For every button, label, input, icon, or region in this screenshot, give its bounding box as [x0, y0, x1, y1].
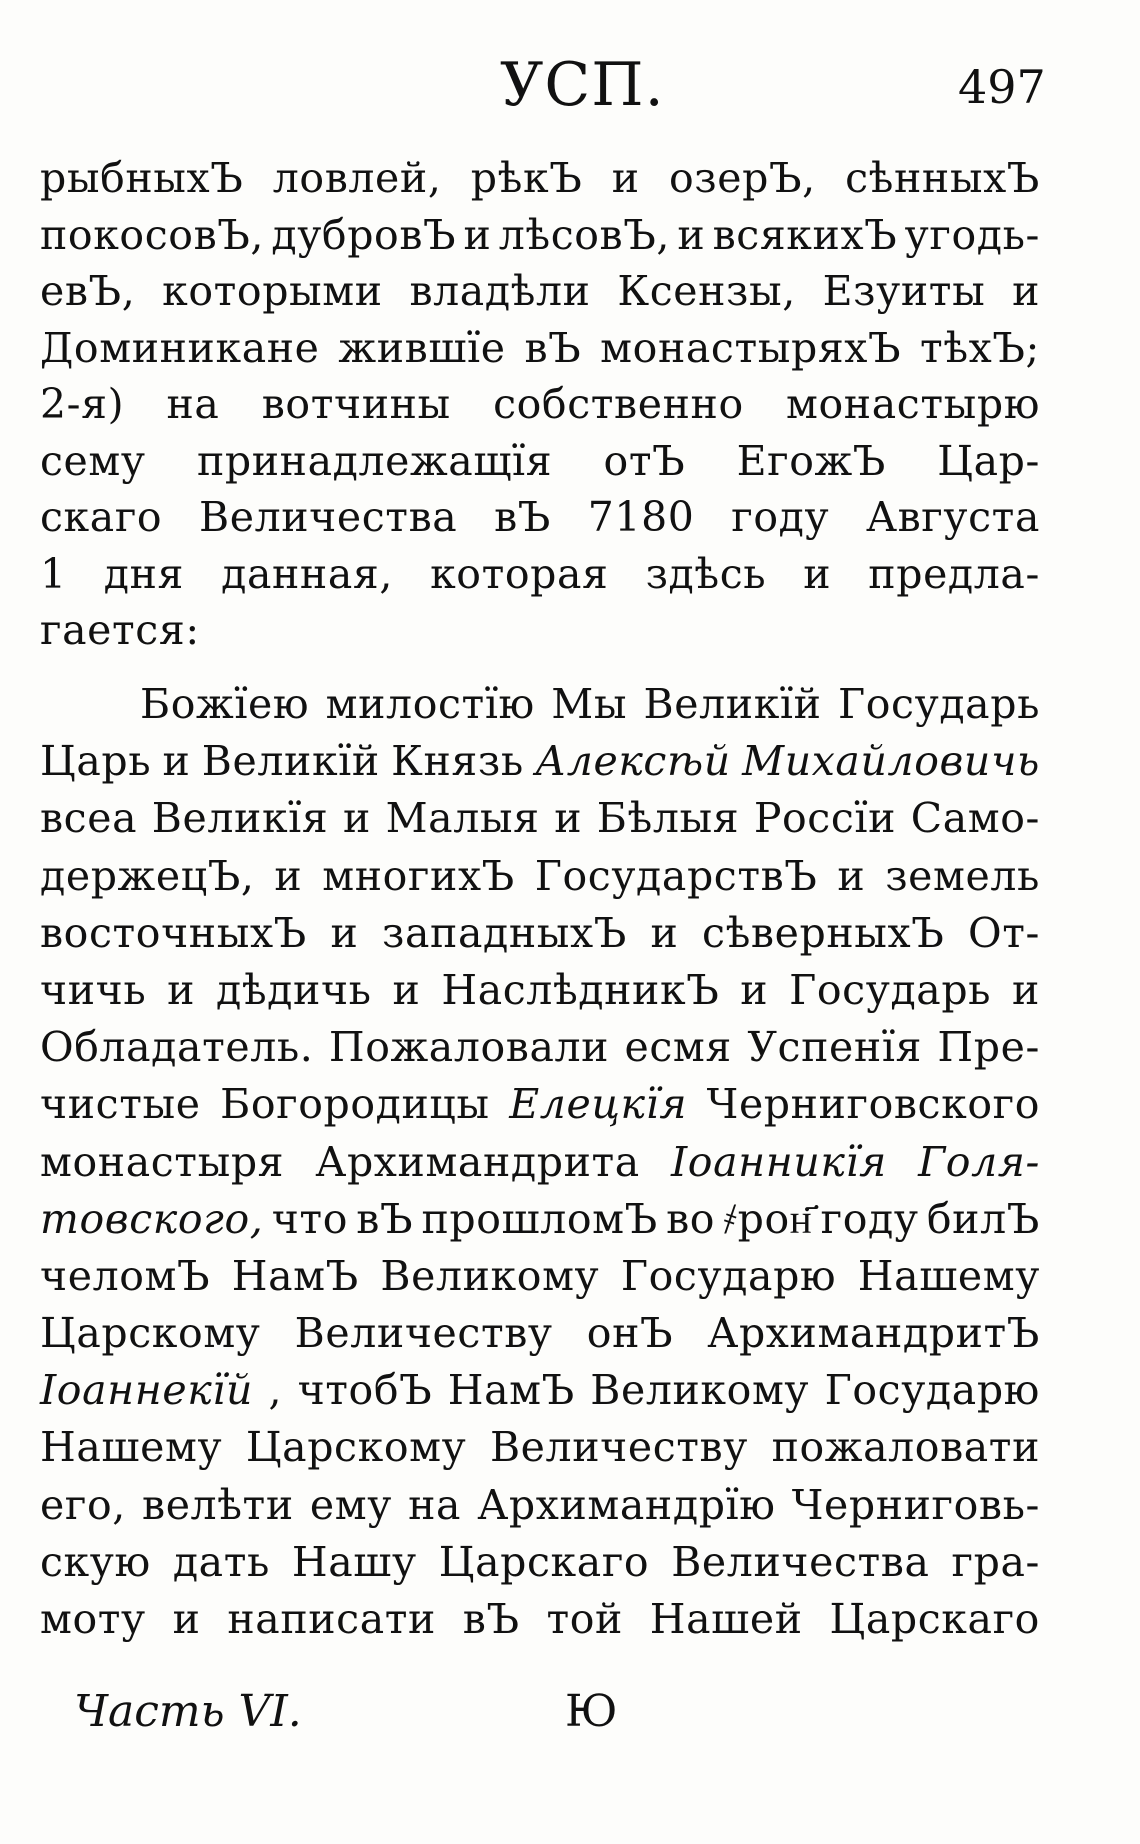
word: лѣсовЪ,	[498, 210, 671, 259]
word: Iоаннекїй	[40, 1366, 254, 1415]
word: Князь	[391, 737, 524, 786]
word: всеа	[40, 794, 138, 843]
word: челомЪ	[40, 1251, 211, 1300]
word: собственно	[493, 380, 744, 428]
word: и	[677, 210, 706, 259]
word: Государю	[620, 1251, 837, 1300]
word: Великому	[380, 1251, 600, 1300]
text-line	[40, 1419, 1040, 1476]
word: данная,	[221, 549, 393, 598]
word: есмя	[624, 1023, 732, 1072]
word: Черниговь-	[791, 1480, 1040, 1529]
word: Пре-	[937, 1023, 1040, 1072]
word: монастыря	[40, 1137, 285, 1186]
word: и	[650, 908, 679, 957]
word: рыбныхЪ	[40, 154, 244, 202]
word: Царскому	[245, 1423, 467, 1472]
sheet-mark: Ю	[565, 1686, 618, 1737]
word: западныхЪ	[382, 908, 627, 957]
word: чичь	[40, 965, 147, 1014]
word: той	[546, 1595, 623, 1643]
word: ҂рон҃	[723, 1194, 813, 1243]
word: Великїй	[643, 680, 822, 728]
word: Великїя	[151, 794, 329, 843]
word: вЪ	[462, 1595, 520, 1643]
word: Цар-	[937, 436, 1040, 485]
word: моту	[40, 1595, 146, 1643]
word: От-	[968, 908, 1040, 957]
text-line	[40, 1534, 1040, 1591]
word: Архимандрїю	[477, 1480, 776, 1529]
word: и	[740, 965, 769, 1014]
word: и	[1012, 965, 1040, 1014]
word: Бѣлыя	[596, 794, 740, 843]
word: и	[343, 794, 371, 843]
word: Величеству	[294, 1309, 553, 1358]
text-line	[40, 1191, 1040, 1248]
word: покосовЪ,	[40, 210, 265, 259]
word: товского,	[40, 1194, 264, 1243]
word: Величеству	[489, 1423, 748, 1472]
word: НамЪ	[231, 1251, 359, 1300]
word: здѣсь	[645, 549, 767, 598]
word: Iоанникїя	[671, 1137, 887, 1186]
word: и	[837, 851, 866, 900]
word: скую	[40, 1537, 151, 1586]
text-line	[40, 602, 1040, 659]
word: земель	[885, 851, 1040, 900]
word: предла-	[868, 549, 1040, 598]
word: рѣкЪ	[470, 154, 583, 202]
word: Само-	[910, 794, 1040, 843]
word: дня	[103, 549, 185, 598]
word: дѣдичь	[216, 965, 372, 1014]
word: озерЪ,	[669, 154, 816, 202]
word: написати	[227, 1595, 436, 1643]
word: Алексѣй	[535, 737, 731, 786]
word: жившїе	[338, 323, 506, 372]
word: гра-	[951, 1537, 1040, 1586]
word: билЪ	[926, 1194, 1040, 1243]
word: Черниговского	[706, 1080, 1040, 1129]
word: Царскаго	[829, 1595, 1040, 1643]
text-line	[40, 1362, 1040, 1419]
word: Архимандрита	[315, 1137, 640, 1186]
word: и	[172, 1595, 201, 1643]
word: и	[162, 737, 191, 786]
word: Нашему	[857, 1251, 1040, 1300]
word: Величества	[198, 493, 458, 541]
word: 1	[40, 549, 67, 598]
word: прошломЪ	[421, 1194, 658, 1243]
text-line	[40, 376, 1040, 433]
word: монастыряхЪ	[600, 323, 902, 372]
word: Государь	[789, 965, 992, 1014]
word: евЪ,	[40, 267, 136, 315]
word: Ксензы,	[617, 267, 796, 315]
word: Великїй	[201, 737, 380, 786]
word: Нашему	[40, 1423, 223, 1472]
text-line	[40, 733, 1040, 790]
text-line	[40, 1591, 1040, 1648]
word: велѣти	[142, 1480, 294, 1529]
word: тѣхЪ;	[920, 323, 1040, 372]
word: многихЪ	[322, 851, 515, 900]
word: Величества	[671, 1537, 930, 1586]
word: ,	[268, 1366, 283, 1415]
word: вЪ	[356, 1194, 414, 1243]
word: Божїею	[140, 680, 310, 728]
word: Россїи	[753, 794, 897, 843]
word: дубровЪ	[271, 210, 457, 259]
word: ловлей,	[272, 154, 442, 202]
charter-paragraph	[40, 676, 1040, 1648]
word: Нашу	[291, 1537, 417, 1586]
text-line	[40, 1248, 1040, 1305]
word: угодь-	[904, 210, 1040, 259]
word: сему	[40, 436, 146, 485]
text-line	[40, 150, 1040, 207]
word: чтобЪ	[297, 1366, 433, 1415]
word: АрхимандритЪ	[707, 1309, 1040, 1358]
word: на	[408, 1480, 462, 1529]
word: пожаловати	[771, 1423, 1040, 1472]
page-number: 497	[958, 60, 1046, 114]
word: Езуиты	[822, 267, 986, 315]
text-line	[40, 962, 1040, 1019]
word: и	[274, 851, 303, 900]
word: монастырю	[786, 380, 1040, 428]
word: Августа	[865, 493, 1040, 541]
word: владѣли	[409, 267, 591, 315]
text-line	[40, 905, 1040, 962]
word: скаго	[40, 493, 163, 541]
word: вЪ	[494, 493, 551, 541]
word: Великому	[590, 1366, 810, 1415]
text-line	[40, 1019, 1040, 1076]
word: Доминикане	[40, 323, 320, 372]
word: держецЪ,	[40, 851, 255, 900]
word: на	[166, 380, 220, 428]
word: которыми	[162, 267, 383, 315]
text-line	[40, 1305, 1040, 1362]
word: во	[666, 1194, 716, 1243]
word: ему	[309, 1480, 392, 1529]
word: :	[185, 606, 200, 654]
word: и	[803, 549, 832, 598]
page-footer	[0, 1686, 1140, 1756]
text-line	[40, 320, 1040, 377]
word: и	[611, 154, 640, 202]
word: и	[167, 965, 196, 1014]
text-line	[40, 263, 1040, 320]
word: 2-я)	[40, 380, 125, 428]
word: Царь	[40, 737, 152, 786]
word: его,	[40, 1480, 126, 1529]
word: году	[820, 1194, 919, 1243]
word: Мы	[551, 680, 628, 728]
text-line	[40, 546, 1040, 603]
word: чистые	[40, 1080, 201, 1129]
word: и	[1012, 267, 1040, 315]
text-line	[40, 433, 1040, 490]
word: НамЪ	[447, 1366, 575, 1415]
word: сѣнныхЪ	[845, 154, 1040, 202]
word: Государю	[824, 1366, 1040, 1415]
word: что	[271, 1194, 348, 1243]
word: Голя-	[918, 1137, 1040, 1186]
word: Нашей	[649, 1595, 803, 1643]
word: Елецкїя	[509, 1080, 688, 1129]
text-line	[40, 790, 1040, 847]
word: дать	[172, 1537, 270, 1586]
word: Царскаго	[438, 1537, 650, 1586]
text-line	[40, 489, 1040, 546]
word: НаслѣдникЪ	[441, 965, 720, 1014]
word: милостїю	[325, 680, 535, 728]
word: отЪ	[603, 436, 686, 485]
word: онЪ	[586, 1309, 674, 1358]
volume-signature: Часть VI.	[74, 1686, 302, 1737]
word: Успенїя	[747, 1023, 922, 1072]
text-line	[40, 676, 1040, 733]
word: Обладатель.	[40, 1023, 314, 1072]
running-head-title: УСП.	[500, 50, 665, 120]
word: и	[392, 965, 421, 1014]
word: всякихЪ	[712, 210, 898, 259]
word: Царскому	[40, 1309, 261, 1358]
word: сѣверныхЪ	[702, 908, 945, 957]
intro-paragraph	[40, 150, 1040, 659]
text-line	[40, 1477, 1040, 1534]
word: вЪ	[524, 323, 582, 372]
text-line	[40, 848, 1040, 905]
word: и	[330, 908, 359, 957]
text-line	[40, 1134, 1040, 1191]
word: которая	[430, 549, 609, 598]
word: Малыя	[385, 794, 540, 843]
text-line	[40, 207, 1040, 264]
word: вотчины	[261, 380, 451, 428]
text-line	[40, 1076, 1040, 1133]
word: принадлежащїя	[196, 436, 553, 485]
running-head	[0, 40, 1140, 130]
word: Михайловичь	[742, 737, 1040, 786]
word: Государь	[838, 680, 1040, 728]
word: ЕгожЪ	[736, 436, 886, 485]
word: и	[463, 210, 492, 259]
word: Богородицы	[220, 1080, 490, 1129]
word: 7180	[587, 493, 695, 541]
word: и	[554, 794, 583, 843]
word: ГосударствЪ	[534, 851, 818, 900]
word: Пожаловали	[328, 1023, 610, 1072]
word: году	[731, 493, 830, 541]
word: восточныхЪ	[40, 908, 307, 957]
word: гается	[40, 606, 186, 654]
